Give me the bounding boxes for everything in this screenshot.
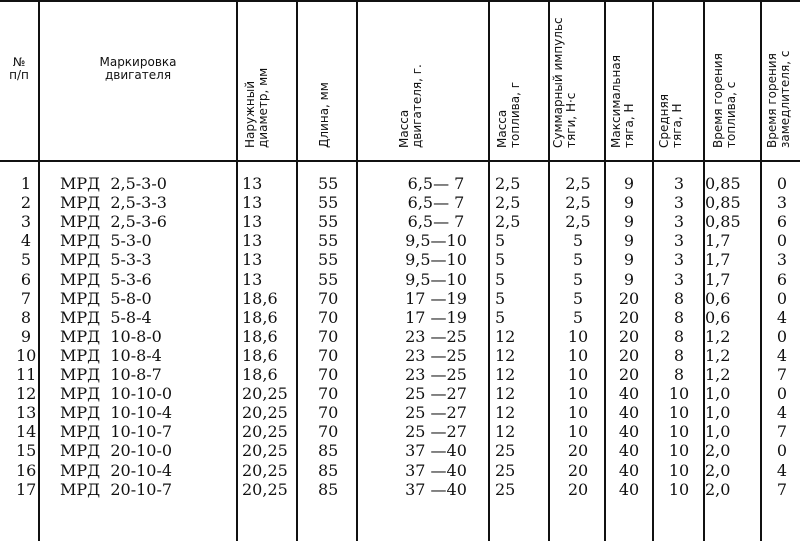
header-diameter-line2: диаметр, мм [256,67,270,148]
header-diameter [244,48,270,148]
cell-burn-time: 1,7 [705,231,731,251]
cell-diameter: 18,6 [242,307,278,327]
cell-avg-thrust: 3 [673,250,685,270]
cell-diameter: 18,6 [242,288,278,308]
cell-engine-mass: 17 —19 [405,307,467,327]
cell-impulse: 2,5 [565,212,591,232]
cell-fuel-mass: 5 [495,269,506,289]
cell-engine-mass: 25 —27 [405,403,467,423]
cell-avg-thrust: 10 [668,422,690,442]
cell-burn-time: 1,0 [705,403,731,423]
header-burn-time-line2: топлива, с [724,81,738,148]
cell-diameter: 13 [242,193,263,213]
cell-max-thrust: 40 [618,479,640,499]
header-max-thrust-line1: Максимальная [609,55,623,148]
cell-fuel-mass: 12 [495,345,516,365]
column-divider [488,0,490,541]
cell-length: 55 [318,250,339,270]
header-name-line2: двигателя [104,68,172,82]
cell-burn-time: 1,2 [705,365,731,384]
cell-delay-time: 4 [776,403,788,423]
cell-fuel-mass: 5 [495,250,506,270]
cell-delay-time: 4 [776,307,788,327]
cell-max-thrust: 9 [623,231,635,251]
cell-engine-name: МРД 5-8-0 [60,288,152,308]
cell-impulse: 2,5 [565,174,591,193]
cell-burn-time: 0,85 [705,212,741,232]
cell-fuel-mass: 12 [495,365,516,384]
cell-impulse: 5 [572,231,584,251]
cell-avg-thrust: 3 [673,231,685,251]
cell-num: 15 [16,441,37,461]
cell-diameter: 20,25 [242,479,288,499]
cell-impulse: 10 [567,345,589,365]
cell-length: 55 [318,231,339,251]
cell-engine-name: МРД 5-3-6 [60,269,152,289]
cell-engine-name: МРД 10-10-0 [60,384,173,404]
cell-burn-time: 2,0 [705,479,731,499]
cell-delay-time: 6 [776,212,788,232]
cell-fuel-mass: 5 [495,231,506,251]
header-num-line1: № [12,55,26,69]
cell-max-thrust: 20 [618,307,640,327]
header-length [318,48,331,148]
cell-impulse: 5 [572,250,584,270]
cell-fuel-mass: 12 [495,403,516,423]
cell-engine-name: МРД 20-10-0 [60,441,173,461]
cell-engine-name: МРД 2,5-3-6 [60,212,167,232]
cell-burn-time: 2,0 [705,441,731,461]
cell-diameter: 18,6 [242,345,278,365]
cell-delay-time: 4 [776,345,788,365]
cell-delay-time: 0 [776,441,788,461]
cell-impulse: 2,5 [565,193,591,213]
cell-max-thrust: 20 [618,365,640,384]
cell-fuel-mass: 5 [495,307,506,327]
cell-engine-name: МРД 20-10-4 [60,460,173,480]
cell-burn-time: 1,0 [705,422,731,442]
cell-fuel-mass: 25 [495,441,516,461]
header-impulse-line1: Суммарный импульс [551,17,565,148]
cell-impulse: 5 [572,307,584,327]
header-delay-time-line2: замедлителя, с [778,50,792,148]
cell-engine-name: МРД 10-10-7 [60,422,173,442]
cell-num: 1 [20,174,32,193]
cell-avg-thrust: 10 [668,460,690,480]
cell-diameter: 20,25 [242,384,288,404]
header-fuel-mass-line2: топлива, г [508,81,522,148]
cell-delay-time: 0 [776,231,788,251]
cell-engine-mass: 9,5—10 [405,231,467,251]
cell-engine-mass: 23 —25 [405,326,467,346]
cell-length: 70 [318,422,339,442]
cell-length: 70 [318,365,339,384]
cell-engine-mass: 37 —40 [405,460,467,480]
header-max-thrust-line2: тяга, Н [622,103,636,148]
cell-engine-name: МРД 10-10-4 [60,403,173,423]
cell-fuel-mass: 2,5 [495,212,521,232]
cell-max-thrust: 20 [618,345,640,365]
cell-impulse: 10 [567,403,589,423]
cell-diameter: 13 [242,212,263,232]
cell-fuel-mass: 25 [495,460,516,480]
cell-delay-time: 0 [776,384,788,404]
cell-max-thrust: 20 [618,326,640,346]
cell-length: 85 [318,479,339,499]
cell-num: 4 [20,231,32,251]
cell-fuel-mass: 5 [495,288,506,308]
header-engine-mass-line1: Масса [397,109,411,148]
cell-num: 14 [16,422,37,442]
cell-avg-thrust: 8 [673,326,685,346]
cell-impulse: 20 [567,460,589,480]
cell-avg-thrust: 8 [673,365,685,384]
cell-fuel-mass: 12 [495,422,516,442]
cell-burn-time: 0,6 [705,288,731,308]
cell-length: 70 [318,403,339,423]
cell-engine-name: МРД 10-8-7 [60,365,162,384]
cell-engine-mass: 25 —27 [405,384,467,404]
cell-max-thrust: 40 [618,384,640,404]
cell-impulse: 5 [572,269,584,289]
cell-max-thrust: 9 [623,212,635,232]
cell-delay-time: 3 [776,250,788,270]
cell-engine-mass: 23 —25 [405,345,467,365]
cell-diameter: 13 [242,269,263,289]
cell-avg-thrust: 8 [673,307,685,327]
cell-length: 55 [318,212,339,232]
header-num-line2: п/п [9,68,29,82]
cell-avg-thrust: 3 [673,212,685,232]
header-avg-thrust-line1: Средняя [657,94,671,148]
cell-length: 85 [318,441,339,461]
cell-max-thrust: 40 [618,460,640,480]
header-impulse [552,10,578,148]
header-max-thrust [610,28,636,148]
header-engine-mass [398,48,424,148]
cell-fuel-mass: 12 [495,384,516,404]
cell-engine-name: МРД 2,5-3-0 [60,174,167,193]
cell-impulse: 20 [567,441,589,461]
cell-max-thrust: 9 [623,250,635,270]
cell-num: 3 [20,212,32,232]
header-fuel-mass [496,48,522,148]
cell-length: 70 [318,288,339,308]
cell-delay-time: 0 [776,174,788,193]
cell-burn-time: 1,7 [705,269,731,289]
header-fuel-mass-line1: Масса [495,109,509,148]
cell-num: 2 [20,193,32,213]
cell-avg-thrust: 3 [673,174,685,193]
header-delay-time-line1: Время горения [765,53,779,148]
cell-avg-thrust: 8 [673,345,685,365]
cell-engine-name: МРД 5-8-4 [60,307,152,327]
cell-engine-mass: 25 —27 [405,422,467,442]
cell-burn-time: 1,2 [705,326,731,346]
cell-engine-mass: 9,5—10 [405,250,467,270]
cell-diameter: 13 [242,231,263,251]
cell-burn-time: 2,0 [705,460,731,480]
cell-burn-time: 1,7 [705,250,731,270]
cell-num: 7 [20,288,32,308]
cell-burn-time: 1,0 [705,384,731,404]
cell-engine-name: МРД 10-8-0 [60,326,162,346]
cell-diameter: 13 [242,174,263,193]
header-engine-mass-line2: двигателя, г. [410,64,424,148]
cell-max-thrust: 9 [623,193,635,213]
cell-impulse: 5 [572,288,584,308]
cell-diameter: 20,25 [242,422,288,442]
cell-length: 85 [318,460,339,480]
cell-length: 70 [318,326,339,346]
header-bottom-rule [0,160,800,162]
cell-num: 17 [16,479,37,499]
cell-engine-mass: 23 —25 [405,365,467,384]
cell-engine-name: МРД 5-3-3 [60,250,152,270]
header-burn-time-line1: Время горения [711,53,725,148]
cell-engine-mass: 37 —40 [405,479,467,499]
cell-num: 9 [20,326,32,346]
cell-avg-thrust: 10 [668,384,690,404]
cell-burn-time: 1,2 [705,345,731,365]
cell-avg-thrust: 10 [668,403,690,423]
cell-engine-mass: 9,5—10 [405,269,467,289]
cell-delay-time: 0 [776,326,788,346]
cell-fuel-mass: 2,5 [495,193,521,213]
cell-diameter: 13 [242,250,263,270]
cell-avg-thrust: 10 [668,479,690,499]
cell-burn-time: 0,6 [705,307,731,327]
cell-max-thrust: 40 [618,403,640,423]
cell-length: 55 [318,174,339,193]
cell-max-thrust: 40 [618,441,640,461]
cell-avg-thrust: 3 [673,269,685,289]
header-diameter-line1: Наружный [243,80,257,148]
cell-delay-time: 4 [776,460,788,480]
cell-impulse: 10 [567,326,589,346]
cell-engine-mass: 37 —40 [405,441,467,461]
cell-diameter: 20,25 [242,460,288,480]
cell-num: 11 [16,365,37,384]
cell-num: 8 [20,307,32,327]
cell-burn-time: 0,85 [705,193,741,213]
cell-max-thrust: 9 [623,269,635,289]
cell-engine-mass: 6,5— 7 [407,193,465,213]
header-burn-time [712,40,738,148]
cell-engine-mass: 17 —19 [405,288,467,308]
cell-delay-time: 7 [776,422,788,442]
cell-num: 6 [20,269,32,289]
table-top-rule [0,0,800,2]
cell-fuel-mass: 2,5 [495,174,521,193]
cell-engine-mass: 6,5— 7 [407,212,465,232]
cell-diameter: 20,25 [242,441,288,461]
cell-length: 55 [318,269,339,289]
cell-engine-name: МРД 20-10-7 [60,479,173,499]
header-avg-thrust-line2: тяга, Н [670,103,684,148]
header-delay-time [766,18,792,148]
cell-num: 13 [16,403,37,423]
cell-impulse: 10 [567,422,589,442]
cell-length: 55 [318,193,339,213]
cell-burn-time: 0,85 [705,174,741,193]
column-divider [652,0,654,541]
cell-length: 70 [318,384,339,404]
cell-impulse: 10 [567,384,589,404]
cell-avg-thrust: 10 [668,441,690,461]
cell-max-thrust: 40 [618,422,640,442]
cell-delay-time: 6 [776,269,788,289]
cell-num: 16 [16,460,37,480]
cell-num: 10 [16,345,37,365]
cell-num: 5 [20,250,32,270]
cell-diameter: 18,6 [242,326,278,346]
header-impulse-line2: тяги, Н·с [564,92,578,148]
cell-delay-time: 7 [776,479,788,499]
cell-impulse: 20 [567,479,589,499]
cell-max-thrust: 9 [623,174,635,193]
cell-avg-thrust: 8 [673,288,685,308]
cell-diameter: 18,6 [242,365,278,384]
cell-delay-time: 3 [776,193,788,213]
header-num [0,56,38,82]
cell-fuel-mass: 12 [495,326,516,346]
cell-max-thrust: 20 [618,288,640,308]
column-divider [236,0,238,541]
header-avg-thrust [658,48,684,148]
header-name-line1: Маркировка [99,55,177,69]
cell-delay-time: 7 [776,365,788,384]
header-length-text: Длина, мм [317,82,331,148]
cell-engine-name: МРД 5-3-0 [60,231,152,251]
cell-diameter: 20,25 [242,403,288,423]
cell-engine-name: МРД 2,5-3-3 [60,193,167,213]
cell-fuel-mass: 25 [495,479,516,499]
cell-impulse: 10 [567,365,589,384]
cell-num: 12 [16,384,37,404]
cell-length: 70 [318,345,339,365]
header-name [40,56,236,82]
cell-engine-name: МРД 10-8-4 [60,345,162,365]
cell-avg-thrust: 3 [673,193,685,213]
cell-delay-time: 0 [776,288,788,308]
cell-engine-mass: 6,5— 7 [407,174,465,193]
cell-length: 70 [318,307,339,327]
